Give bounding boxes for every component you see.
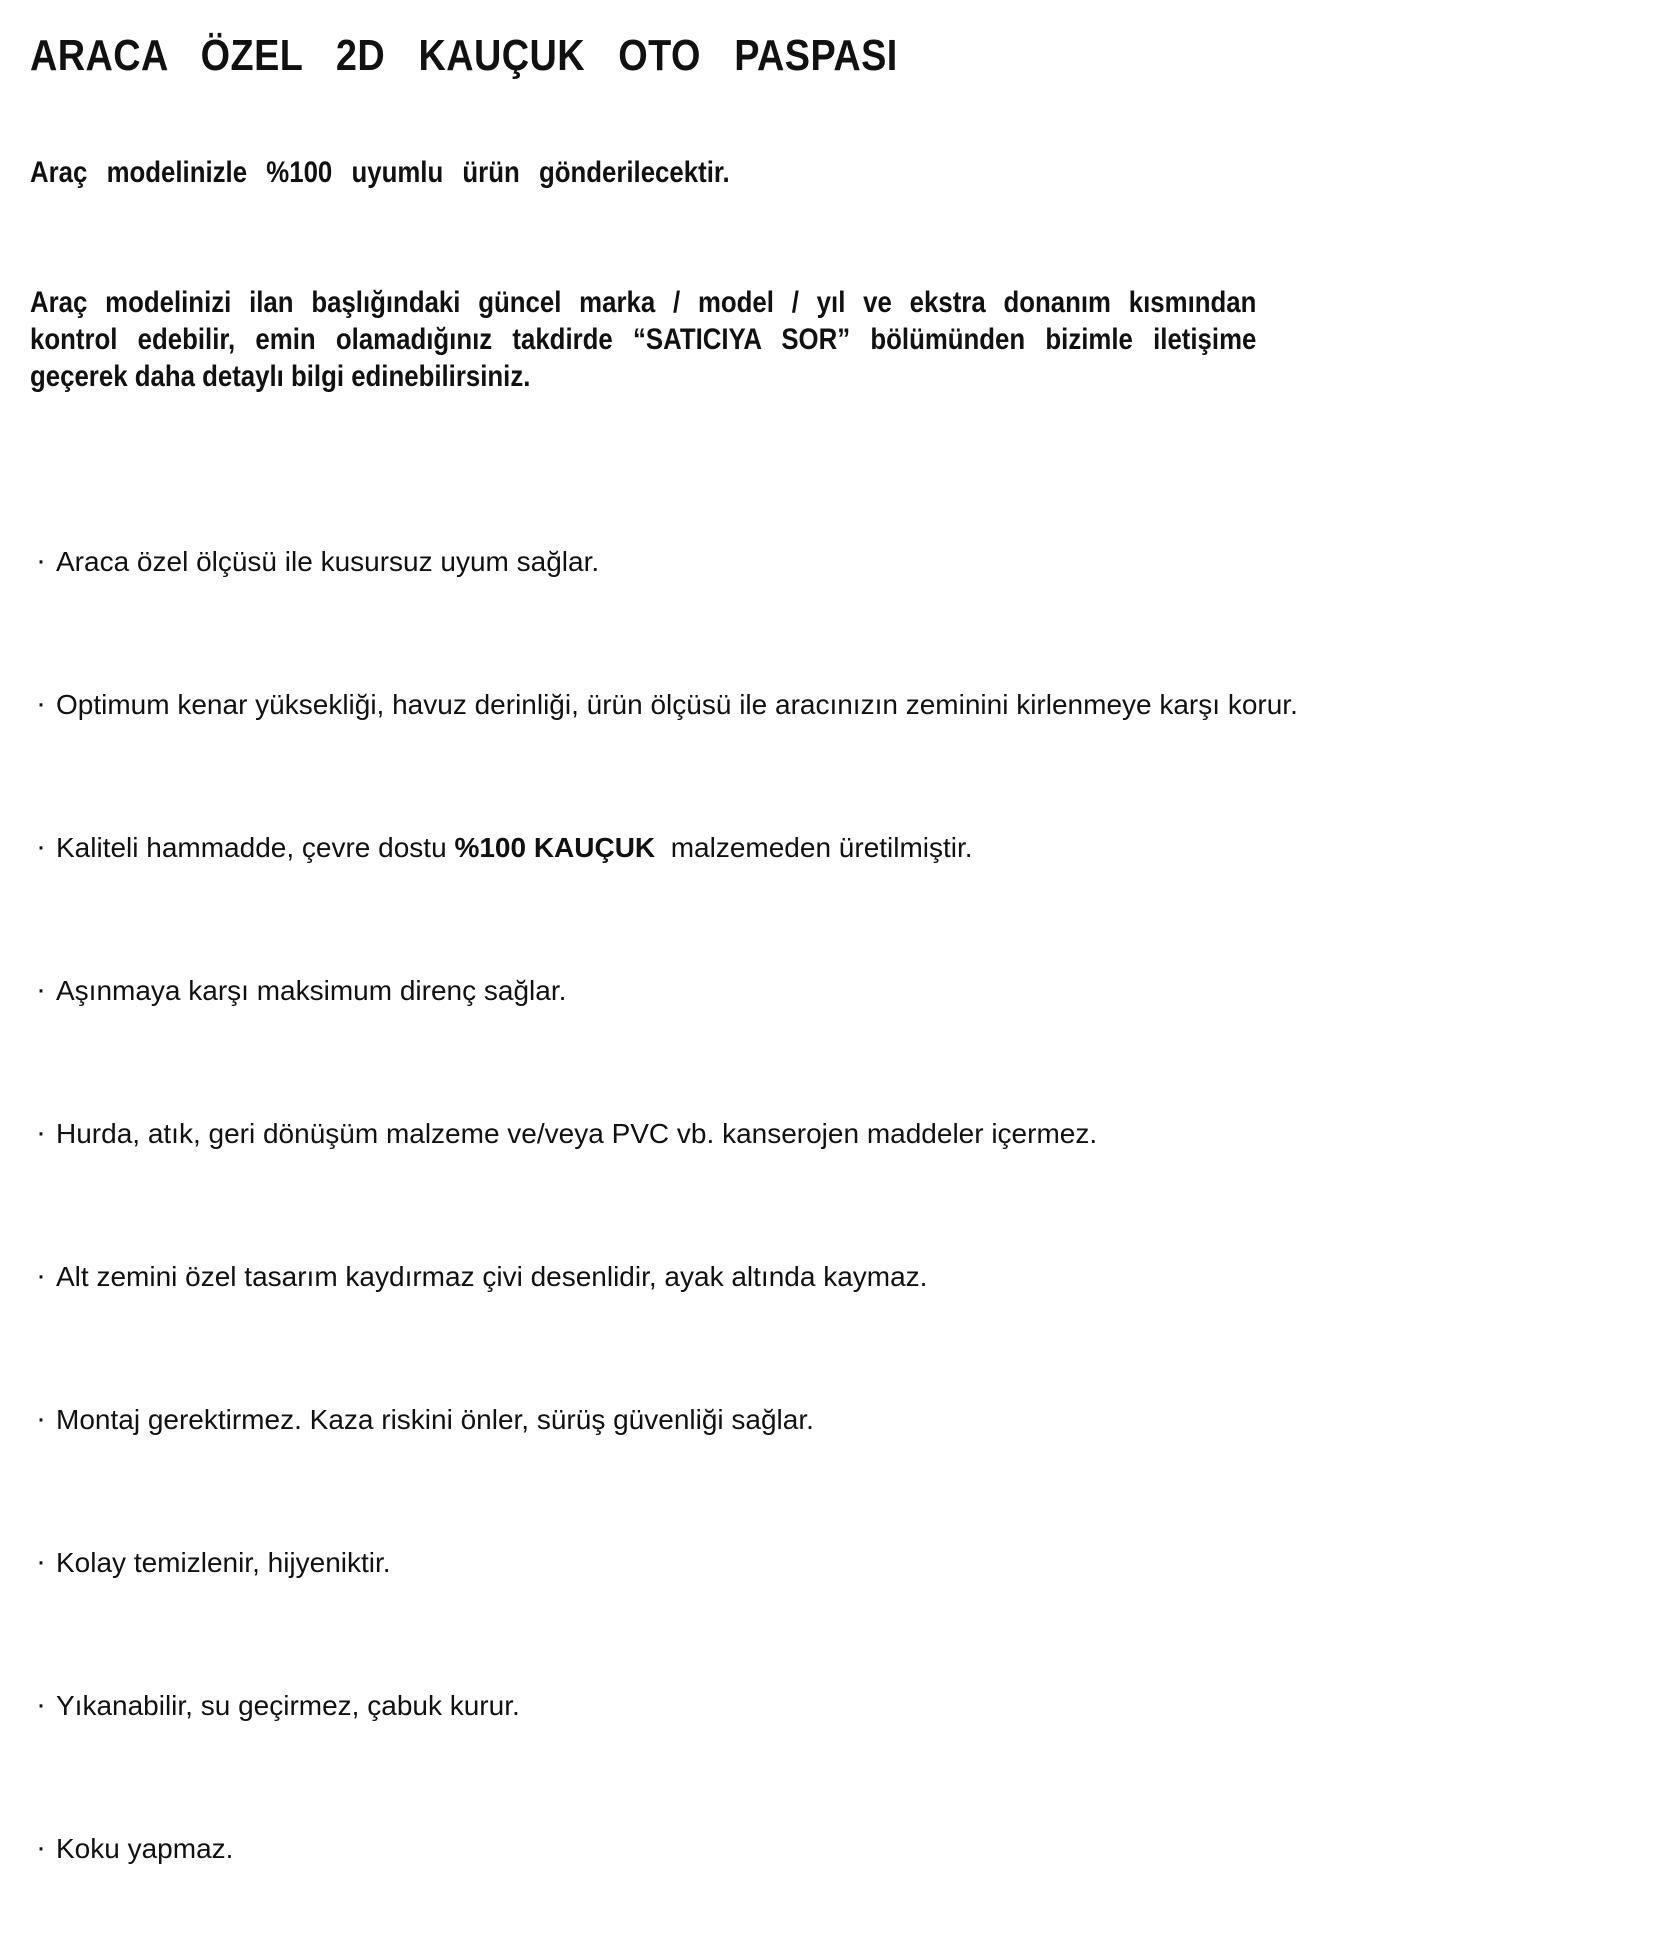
feature-item bbox=[30, 1260, 1624, 1294]
contact-instructions-line: geçerek daha detaylı bilgi edinebilirsiniz. bbox=[30, 360, 531, 393]
feature-text bbox=[56, 1118, 1097, 1149]
contact-instructions-line: Araç modelinizi ilan başlığındaki güncel marka / model / yıl ve ekstra donanım kısmından bbox=[30, 286, 1257, 319]
feature-text-segment: malzemeden üretilmiştir. bbox=[655, 832, 973, 863]
bullet-dot-icon: · bbox=[36, 973, 46, 1006]
feature-text-segment: Montaj gerektirmez. Kaza riskini önler, sürüş güvenliği sağlar. bbox=[56, 1404, 814, 1435]
bullet-dot-icon: · bbox=[36, 1116, 46, 1149]
feature-text-segment: Kolay temizlenir, hijyeniktir. bbox=[56, 1547, 391, 1578]
feature-text-segment: Koku yapmaz. bbox=[56, 1833, 234, 1864]
feature-text bbox=[56, 1547, 391, 1578]
feature-item bbox=[30, 688, 1624, 722]
feature-text bbox=[56, 1261, 927, 1292]
feature-text-segment: Araca özel ölçüsü ile kusursuz uyum sağlar. bbox=[56, 546, 600, 577]
feature-text-segment: Aşınmaya karşı maksimum direnç sağlar. bbox=[56, 975, 567, 1006]
compatibility-note: Araç modelinizle %100 uyumlu ürün gönderilecektir. bbox=[30, 156, 730, 189]
feature-text bbox=[56, 975, 566, 1006]
contact-instructions bbox=[30, 284, 1256, 395]
feature-text-segment: Kaliteli hammadde, çevre dostu bbox=[56, 832, 455, 863]
feature-text bbox=[56, 1833, 233, 1864]
feature-text bbox=[56, 689, 1298, 720]
bullet-dot-icon: · bbox=[36, 687, 46, 720]
feature-text bbox=[56, 546, 599, 577]
page-title: ARACA ÖZEL 2D KAUÇUK OTO PASPASI bbox=[30, 31, 898, 80]
feature-text-segment: Hurda, atık, geri dönüşüm malzeme ve/veya PVC vb. kanserojen maddeler içermez. bbox=[56, 1118, 1098, 1149]
feature-text bbox=[56, 832, 973, 863]
feature-text-segment: Yıkanabilir, su geçirmez, çabuk kurur. bbox=[56, 1690, 520, 1721]
bullet-dot-icon: · bbox=[36, 1402, 46, 1435]
feature-item bbox=[30, 831, 1624, 865]
feature-item bbox=[30, 1117, 1624, 1151]
feature-text-segment: Optimum kenar yüksekliği, havuz derinliği, ürün ölçüsü ile aracınızın zeminini kirlenmeye karşı korur. bbox=[56, 689, 1298, 720]
feature-list bbox=[30, 545, 1624, 1866]
feature-text bbox=[56, 1404, 814, 1435]
contact-instructions-line: kontrol edebilir, emin olamadığınız takdirde “SATICIYA SOR” bölümünden bizimle iletişime bbox=[30, 323, 1257, 356]
feature-text-bold-segment: %100 KAUÇUK bbox=[454, 832, 656, 863]
feature-item bbox=[30, 1689, 1624, 1723]
bullet-dot-icon: · bbox=[36, 1259, 46, 1292]
bullet-dot-icon: · bbox=[36, 1688, 46, 1721]
bullet-dot-icon: · bbox=[36, 1831, 46, 1864]
feature-item bbox=[30, 974, 1624, 1008]
bullet-dot-icon: · bbox=[36, 1545, 46, 1578]
bullet-dot-icon: · bbox=[36, 544, 46, 577]
feature-item bbox=[30, 1403, 1624, 1437]
feature-item bbox=[30, 1546, 1624, 1580]
feature-item bbox=[30, 1832, 1624, 1866]
feature-text-segment: Alt zemini özel tasarım kaydırmaz çivi desenlidir, ayak altında kaymaz. bbox=[56, 1261, 928, 1292]
bullet-dot-icon: · bbox=[36, 830, 46, 863]
feature-item bbox=[30, 545, 1624, 579]
feature-text bbox=[56, 1690, 520, 1721]
